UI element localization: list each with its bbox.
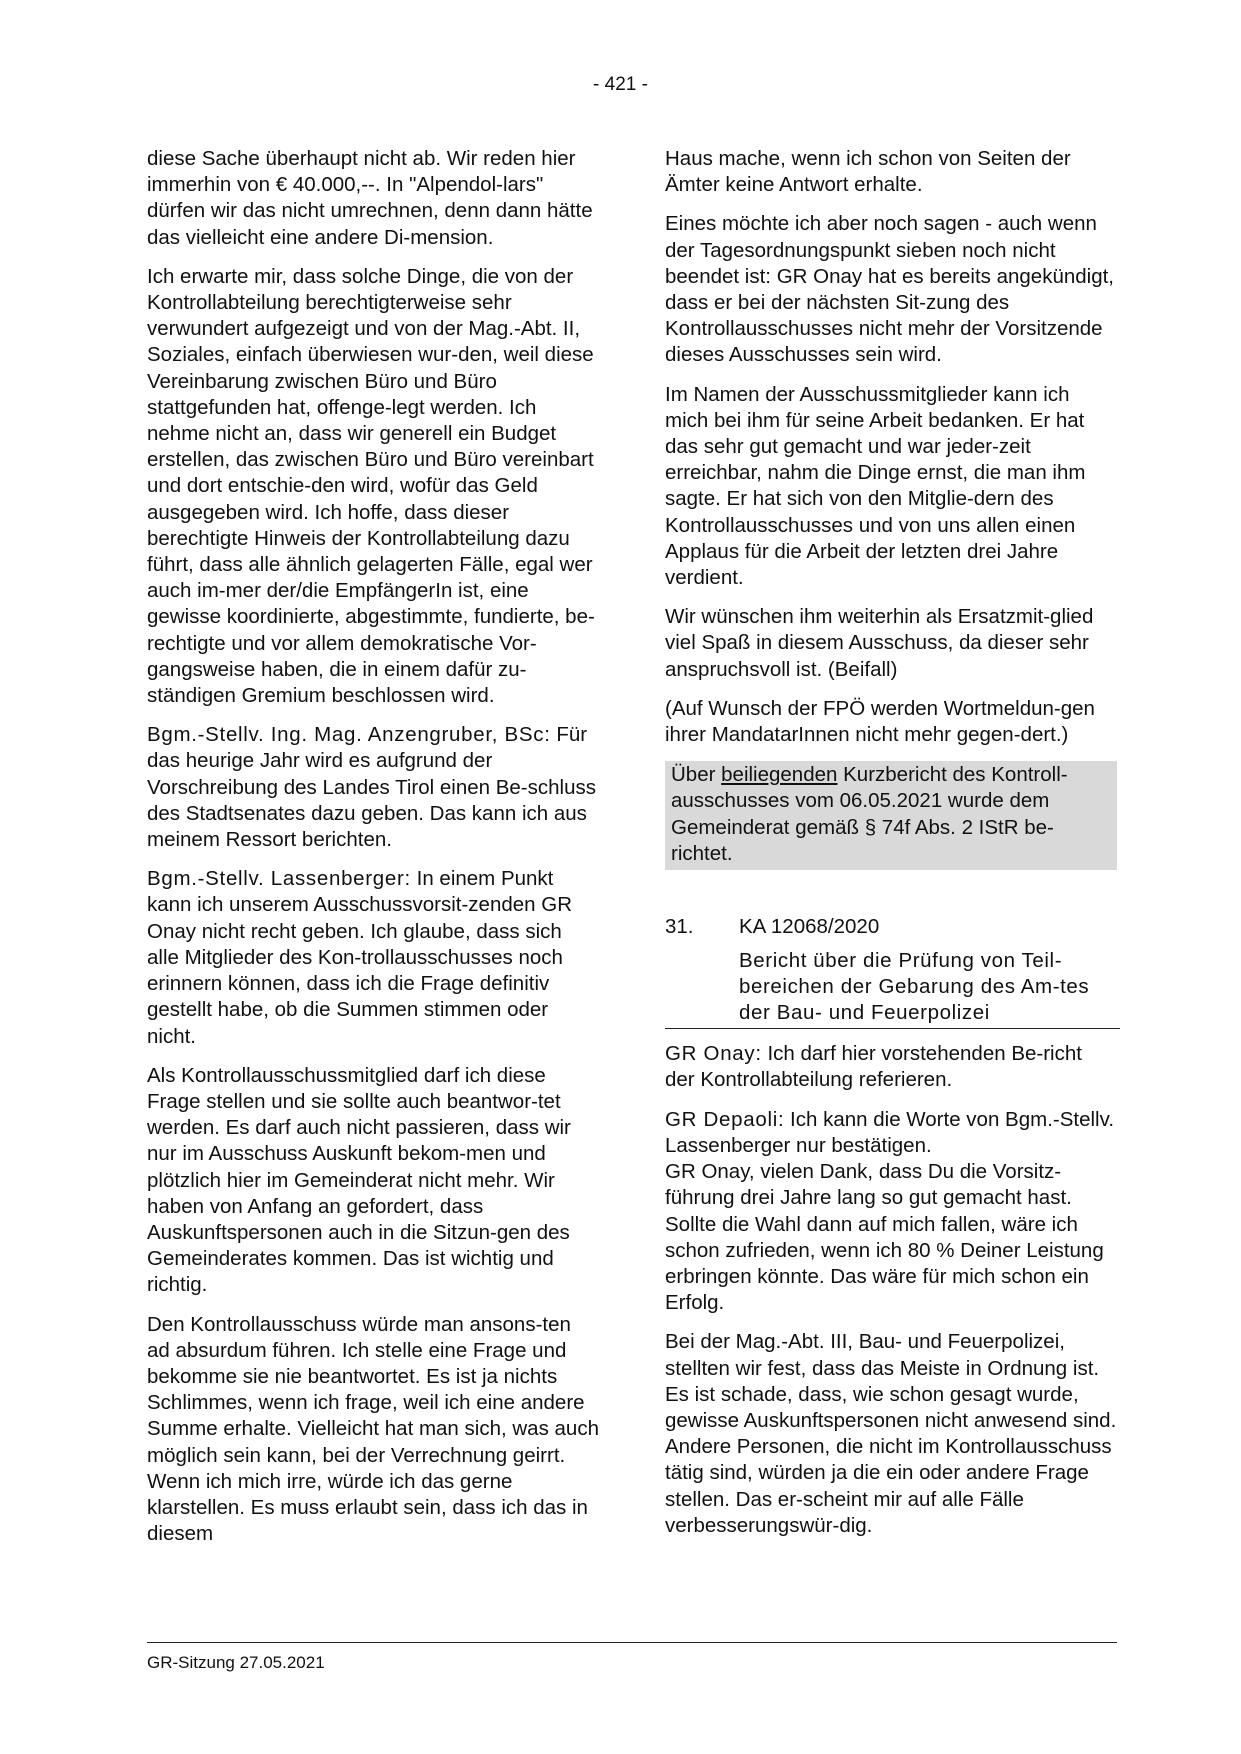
right-column	[665, 146, 1117, 1552]
speech-text: Für das heurige Jahr wird es aufgrund der Vorschreibung des Landes Tirol einen Be-schluss des Stadtsenates dazu geben. Das kann ich aus meinem Ressort berichten.	[147, 723, 596, 852]
paragraph: diese Sache überhaupt nicht ab. Wir reden hier immerhin von € 40.000,--. In "Alpendol-lars" dürfen wir das nicht umrechnen, denn dann hätte das vielleicht eine andere Di-mension.	[147, 147, 593, 249]
speech-paragraph	[147, 866, 599, 1049]
agenda-item-title: Bericht über die Prüfung von Teil-bereichen der Gebarung des Am-tes der Bau- und Feuerpolizei	[739, 949, 1090, 1025]
paragraph: (Auf Wunsch der FPÖ werden Wortmeldun-gen ihrer MandatarInnen nicht mehr gegen-dert.)	[665, 696, 1095, 747]
speech-text: GR Onay, vielen Dank, dass Du die Vorsitz-führung drei Jahre lang so gut gemacht hast. Sollte die Wahl dann auf mich fallen, wäre ich schon zufrieden, wenn ich 80 % Deiner Leistung erbringen könnte. Das wäre für mich schon ein Erfolg.	[665, 1160, 1104, 1315]
resolution-box	[665, 761, 1117, 870]
speech-text: Ich kann die Worte von Bgm.-Stellv. Lassenberger nur bestätigen.	[665, 1107, 1115, 1157]
paragraph: Eines möchte ich aber noch sagen - auch wenn der Tagesordnungspunkt sieben noch nicht beendet ist: GR Onay hat es bereits angekündigt, dass er bei der nächsten Sit-zung des Kontrollausschusses nicht mehr der Vorsitzende dieses Ausschusses sein wird.	[665, 212, 1114, 367]
paragraph: Den Kontrollausschuss würde man ansons-ten ad absurdum führen. Ich stelle eine Frage und bekomme sie nie beantwortet. Es ist ja nichts Schlimmes, wenn ich frage, weil ich eine andere Summe erhalte. Vielleicht hat man sich, was auch möglich sein kann, bei der Verrechnung geirrt. Wenn ich mich irre, würde ich das gerne klarstellen. Es muss erlaubt sein, dass ich das in diesem	[147, 1312, 599, 1546]
page-number: - 421 -	[593, 74, 648, 95]
paragraph: Als Kontrollausschussmitglied darf ich diese Frage stellen und sie sollte auch beantwor-tet werden. Es darf auch nicht passieren, dass wir nur im Ausschuss Auskunft bekom-men und plötzlich hier im Gemeinderat nicht mehr. Wir haben von Anfang an gefordert, dass Auskunftspersonen auch in die Sitzun-gen des Gemeinderates kommen. Das ist wichtig und richtig.	[147, 1063, 571, 1297]
paragraph: Bei der Mag.-Abt. III, Bau- und Feuerpolizei, stellten wir fest, dass das Meiste in Ordnung ist. Es ist schade, dass, wie schon gesagt wurde, gewisse Auskunftspersonen nicht anwesend sind. Andere Personen, die nicht im Kontrollausschuss tätig sind, würden ja die ein oder andere Frage stellen. Das er-scheint mir auf alle Fälle verbesserungswür-dig.	[665, 1330, 1117, 1537]
left-column	[147, 146, 599, 1560]
resolution-text: Über	[671, 763, 722, 787]
speaker-name: Bgm.-Stellv. Ing. Mag. Anzengruber, BSc:	[147, 723, 551, 747]
footer-divider	[147, 1642, 1117, 1643]
paragraph: Im Namen der Ausschussmitglieder kann ich mich bei ihm für seine Arbeit bedanken. Er hat das sehr gut gemacht und war jeder-zeit erreichbar, nahm die Dinge ernst, die man ihm sagte. Er hat sich von den Mitglie-dern des Kontrollausschusses und von uns allen einen Applaus für die Arbeit der letzten drei Jahre verdient.	[665, 382, 1086, 590]
speech-paragraph	[665, 1107, 1117, 1317]
resolution-text: Kurzbericht des Kontroll-ausschusses vom 06.05.2021 wurde dem Gemeinderat gemäß § 74f Abs. 2 IStR be-richtet.	[671, 763, 1068, 865]
agenda-item-divider	[665, 1028, 1120, 1029]
paragraph: Haus mache, wenn ich schon von Seiten der Ämter keine Antwort erhalte.	[665, 147, 1071, 197]
speaker-name: GR Depaoli:	[665, 1107, 785, 1131]
speaker-name: GR Onay:	[665, 1042, 762, 1066]
footer-text: GR-Sitzung 27.05.2021	[147, 1653, 325, 1672]
speech-paragraph	[147, 722, 599, 853]
speech-text: In einem Punkt kann ich unserem Ausschussvorsit-zenden GR Onay nicht recht geben. Ich glaube, dass sich alle Mitglieder des Kon-trollausschusses noch erinnern können, dass ich die Frage definitiv gestellt habe, ob die Summen stimmen oder nicht.	[147, 867, 573, 1048]
speaker-name: Bgm.-Stellv. Lassenberger:	[147, 867, 411, 891]
agenda-item-code: KA 12068/2020	[739, 915, 880, 939]
speech-text: Ich darf hier vorstehenden Be-richt der Kontrollabteilung referieren.	[665, 1042, 1082, 1092]
paragraph: Wir wünschen ihm weiterhin als Ersatzmit-glied viel Spaß in diesem Ausschuss, da dieser sehr anspruchsvoll ist. (Beifall)	[665, 605, 1094, 681]
speech-paragraph	[665, 1041, 1117, 1093]
attachment-link[interactable]: beiliegenden	[721, 763, 838, 787]
agenda-item-number: 31.	[665, 915, 694, 939]
agenda-item-header	[665, 914, 1117, 940]
paragraph: Ich erwarte mir, dass solche Dinge, die von der Kontrollabteilung berechtigterweise sehr verwundert aufgezeigt und von der Mag.-Abt. II, Soziales, einfach überwiesen wur-den, weil diese Vereinbarung zwischen Büro und Büro stattgefunden hat, offenge-legt werden. Ich nehme nicht an, dass wir generell ein Budget erstellen, das zwischen Büro und Büro vereinbart und dort entschie-den wird, wofür das Geld ausgegeben wird. Ich hoffe, dass dieser berechtigte Hinweis der Kontrollabteilung dazu führt, dass alle ähnlich gelagerten Fälle, egal wer auch im-mer der/die EmpfängerIn ist, eine gewisse koordinierte, abgestimmte, fundierte, be-rechtigte und vor allem demokratische Vor-gangsweise haben, die in einem dafür zu-ständigen Gremium beschlossen wird.	[147, 264, 595, 708]
